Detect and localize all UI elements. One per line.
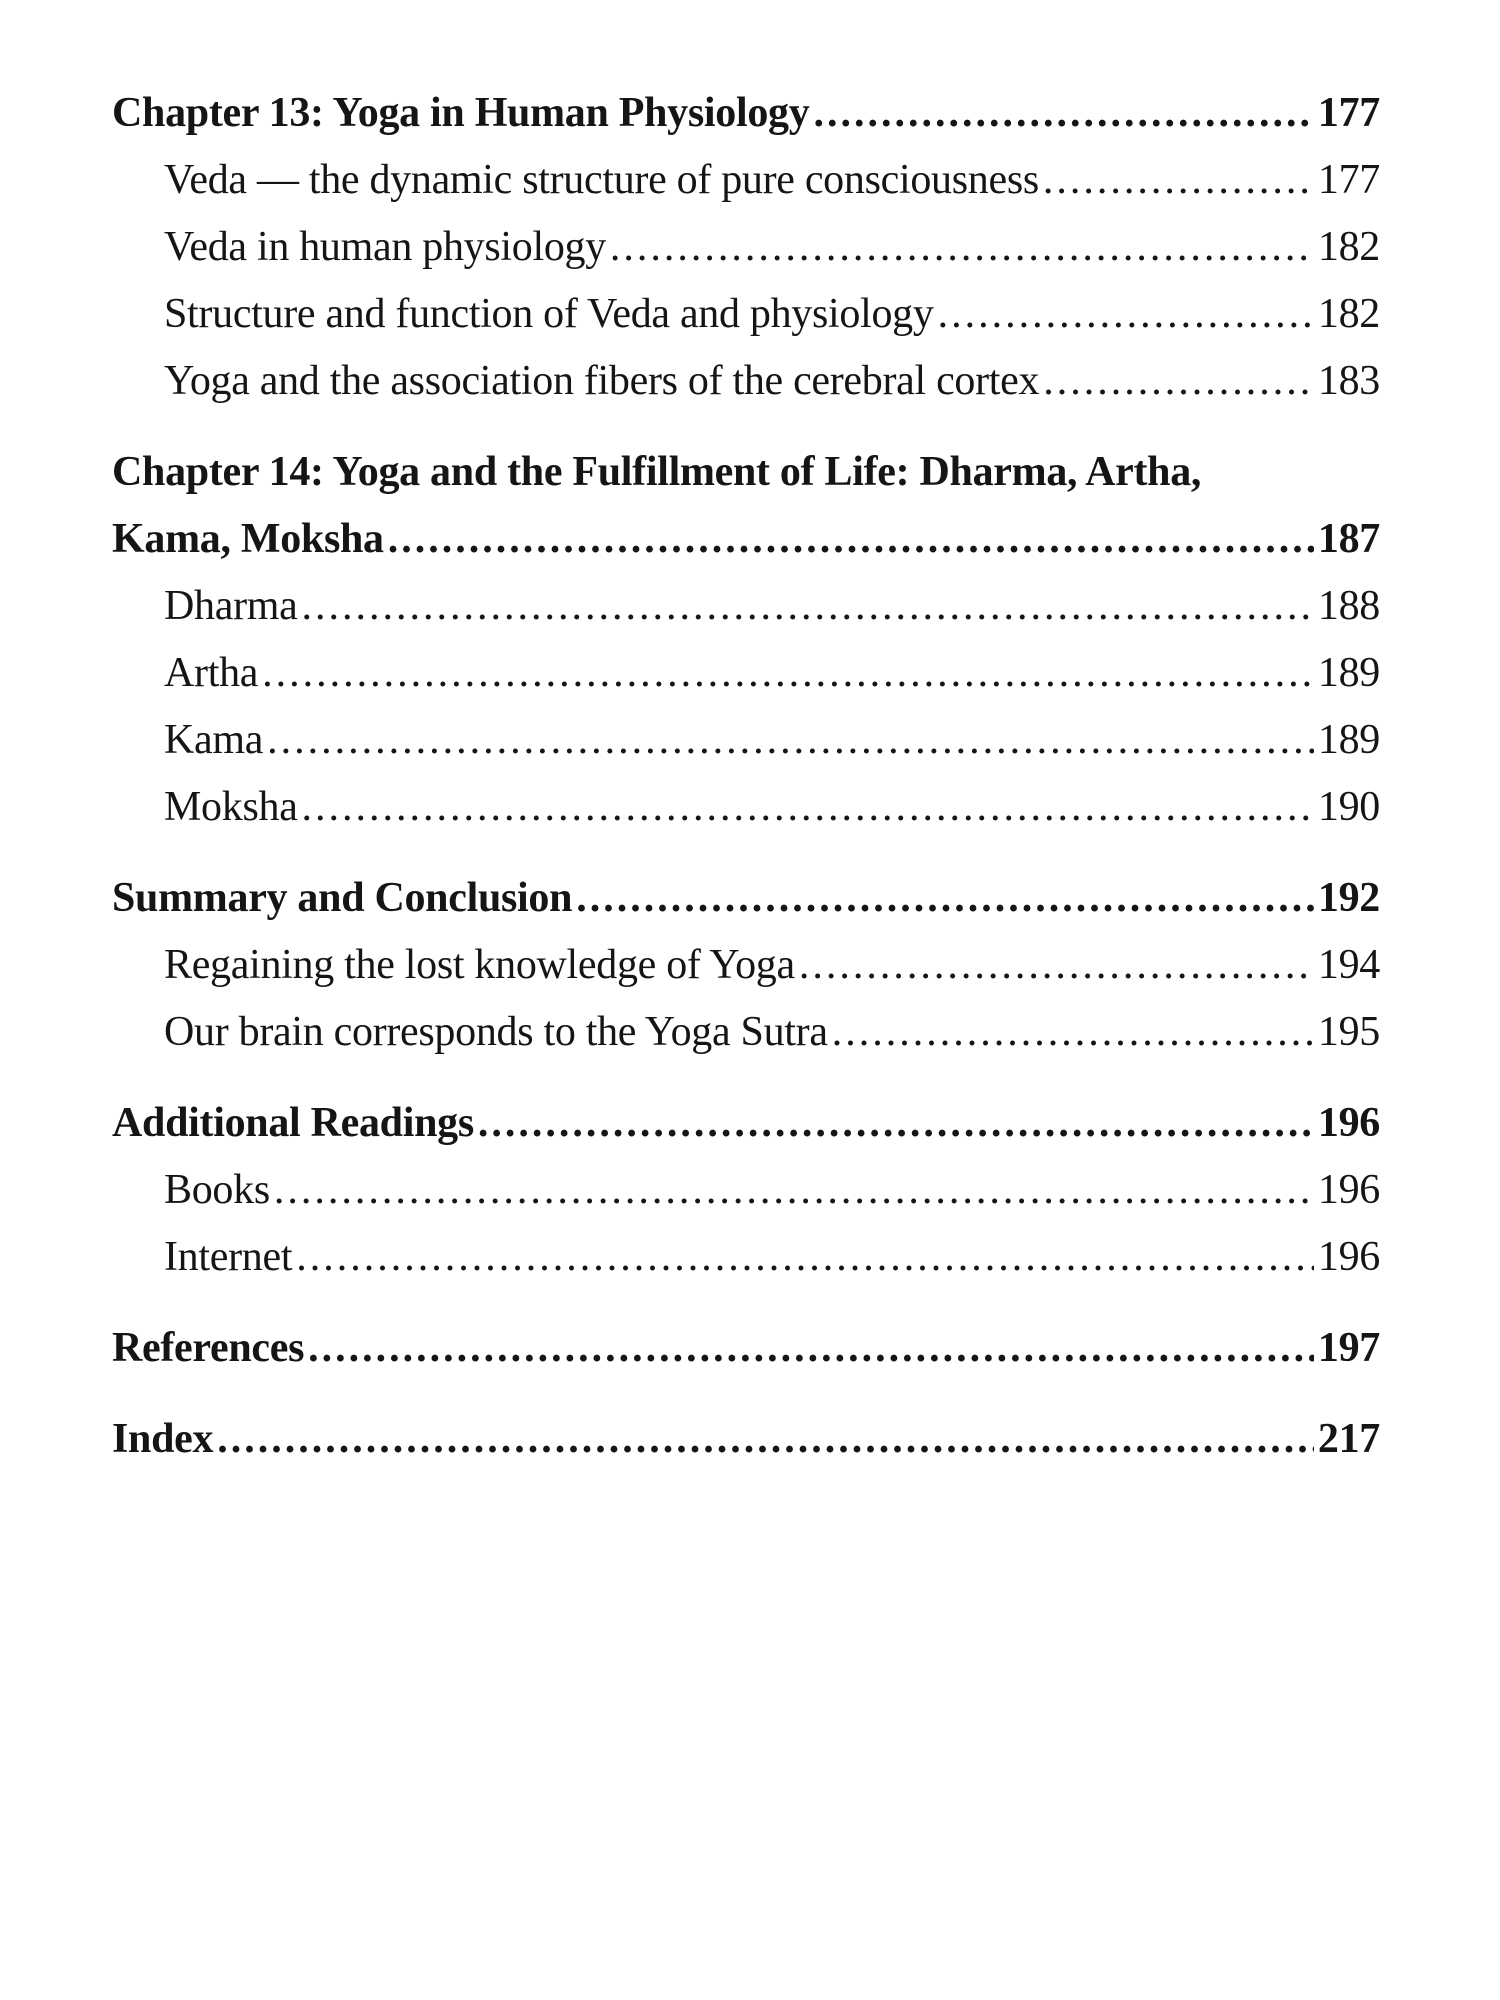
toc-entry-chapter-14[interactable] bbox=[112, 506, 1380, 573]
toc-subentry-page: 177 bbox=[1317, 157, 1380, 203]
toc-entry-chapter-13[interactable] bbox=[112, 80, 1380, 147]
toc-subentry[interactable] bbox=[112, 640, 1380, 707]
toc-subentry-page: 196 bbox=[1317, 1167, 1380, 1213]
toc-subentry[interactable] bbox=[112, 1157, 1380, 1224]
toc-subentry[interactable] bbox=[112, 932, 1380, 999]
dot-leader bbox=[217, 1406, 1314, 1473]
toc-subentry-page: 190 bbox=[1317, 784, 1380, 830]
toc-entry-page: 196 bbox=[1317, 1100, 1380, 1146]
toc-subentry-page: 196 bbox=[1317, 1234, 1380, 1280]
dot-leader bbox=[813, 80, 1313, 147]
toc-subentry-page: 195 bbox=[1317, 1009, 1380, 1055]
toc-entry-page: 197 bbox=[1317, 1325, 1380, 1371]
toc-entry-additional-readings[interactable] bbox=[112, 1090, 1380, 1157]
toc-entry-title: Kama, Moksha bbox=[112, 516, 384, 562]
toc-entry-title: Index bbox=[112, 1416, 214, 1462]
toc-subentry-title: Books bbox=[164, 1167, 270, 1213]
dot-leader bbox=[302, 774, 1314, 841]
dot-leader bbox=[478, 1090, 1314, 1157]
toc-entry-title: Chapter 13: Yoga in Human Physiology bbox=[112, 90, 810, 136]
toc-entry-title: Additional Readings bbox=[112, 1100, 474, 1146]
dot-leader bbox=[274, 1157, 1314, 1224]
toc-subentry-title: Veda — the dynamic structure of pure consciousness bbox=[164, 157, 1039, 203]
toc-subentry[interactable] bbox=[112, 1224, 1380, 1291]
toc-subentry[interactable] bbox=[112, 214, 1380, 281]
toc-entry-summary[interactable] bbox=[112, 865, 1380, 932]
table-of-contents bbox=[112, 80, 1380, 1473]
toc-entry-index[interactable] bbox=[112, 1406, 1380, 1473]
toc-subentry[interactable] bbox=[112, 348, 1380, 415]
toc-entry-page: 187 bbox=[1317, 516, 1380, 562]
dot-leader bbox=[1043, 147, 1314, 214]
dot-leader bbox=[576, 865, 1314, 932]
toc-subentry[interactable] bbox=[112, 707, 1380, 774]
toc-entry-page: 217 bbox=[1317, 1416, 1380, 1462]
toc-subentry-title: Our brain corresponds to the Yoga Sutra bbox=[164, 1009, 828, 1055]
dot-leader bbox=[262, 640, 1314, 707]
dot-leader bbox=[1043, 348, 1314, 415]
toc-subentry-title: Regaining the lost knowledge of Yoga bbox=[164, 942, 795, 988]
dot-leader bbox=[308, 1315, 1314, 1382]
toc-subentry[interactable] bbox=[112, 573, 1380, 640]
toc-entry-title: Summary and Conclusion bbox=[112, 875, 573, 921]
toc-entry-page: 192 bbox=[1317, 875, 1380, 921]
dot-leader bbox=[301, 573, 1313, 640]
toc-subentry-page: 189 bbox=[1317, 650, 1380, 696]
toc-subentry-title: Structure and function of Veda and physiology bbox=[164, 291, 934, 337]
toc-entry-references[interactable] bbox=[112, 1315, 1380, 1382]
toc-subentry-page: 182 bbox=[1317, 291, 1380, 337]
toc-subentry-page: 189 bbox=[1317, 717, 1380, 763]
toc-subentry-page: 183 bbox=[1317, 358, 1380, 404]
toc-subentry-title: Dharma bbox=[164, 583, 298, 629]
toc-subentry-title: Moksha bbox=[164, 784, 298, 830]
toc-subentry-page: 182 bbox=[1317, 224, 1380, 270]
toc-subentry-title: Artha bbox=[164, 650, 259, 696]
toc-entry-title: References bbox=[112, 1325, 305, 1371]
dot-leader bbox=[296, 1224, 1314, 1291]
toc-entry-page: 177 bbox=[1317, 90, 1380, 136]
dot-leader bbox=[832, 999, 1314, 1066]
toc-subentry[interactable] bbox=[112, 147, 1380, 214]
dot-leader bbox=[267, 707, 1314, 774]
toc-subentry-title: Internet bbox=[164, 1234, 293, 1280]
toc-subentry[interactable] bbox=[112, 774, 1380, 841]
toc-subentry-page: 188 bbox=[1317, 583, 1380, 629]
toc-subentry-title: Kama bbox=[164, 717, 264, 763]
toc-subentry[interactable] bbox=[112, 999, 1380, 1066]
toc-subentry-title: Yoga and the association fibers of the cerebral cortex bbox=[164, 358, 1040, 404]
dot-leader bbox=[610, 214, 1314, 281]
dot-leader bbox=[938, 281, 1314, 348]
toc-subentry[interactable] bbox=[112, 281, 1380, 348]
toc-entry-chapter-14-title-line-1[interactable]: Chapter 14: Yoga and the Fulfillment of Life: Dharma, Artha, bbox=[112, 449, 1202, 495]
dot-leader bbox=[388, 506, 1314, 573]
dot-leader bbox=[799, 932, 1314, 999]
toc-subentry-page: 194 bbox=[1317, 942, 1380, 988]
toc-subentry-title: Veda in human physiology bbox=[164, 224, 606, 270]
